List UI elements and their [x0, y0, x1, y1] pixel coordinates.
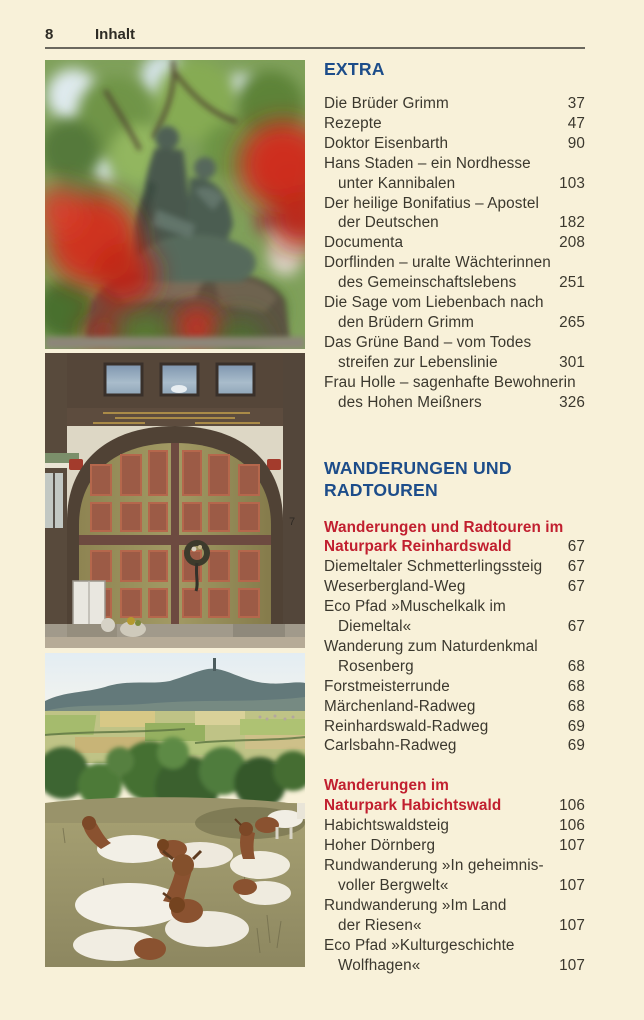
toc-entry-pagenumber: 67 — [567, 558, 585, 576]
toc-entry-title: Forstmeisterrunde — [324, 677, 450, 695]
toc-entry-title: Wanderungen und Radtouren im — [324, 518, 564, 536]
toc-entry-title: Doktor Eisenbarth — [324, 134, 449, 152]
toc-entry-line — [324, 597, 585, 617]
toc-entry-line — [324, 816, 585, 836]
toc-entry-line — [324, 273, 585, 293]
toc-entry-pagenumber: 37 — [567, 95, 585, 112]
toc-entry-title: des Hohen Meißners — [338, 393, 482, 411]
toc-entry-line — [324, 856, 585, 876]
toc-entry — [324, 597, 585, 637]
toc-entry — [324, 154, 585, 194]
toc-entry-title: Naturpark Habichtswald — [324, 797, 502, 815]
toc-entry-pagenumber: 103 — [559, 174, 585, 192]
toc-entry-title: Dorflinden – uralte Wächterinnen — [324, 254, 551, 272]
toc-entry-line — [324, 293, 585, 313]
grimm-monument-photo — [45, 60, 305, 349]
toc-entry-pagenumber: 265 — [559, 313, 585, 331]
toc-entry-line — [324, 717, 585, 737]
toc-entry-line — [324, 393, 585, 413]
toc-entry-pagenumber: 67 — [567, 578, 585, 596]
toc-entry — [324, 134, 585, 154]
toc-entry-title: Der heilige Bonifatius – Apostel — [324, 194, 539, 212]
toc-entry-pagenumber: 182 — [559, 214, 585, 232]
svg-text:7: 7 — [289, 516, 296, 528]
toc-entry-pagenumber: 107 — [559, 876, 585, 894]
toc-entry-pagenumber: 106 — [559, 817, 585, 835]
toc-entry — [324, 736, 585, 756]
toc-entry-title: unter Kannibalen — [338, 174, 456, 192]
page-title: Inhalt — [95, 26, 135, 43]
toc-entry-line — [324, 313, 585, 333]
toc-entry-line — [324, 194, 585, 214]
toc-entry-title: Das Grüne Band – vom Todes — [324, 333, 532, 351]
toc-entry-line — [324, 94, 585, 114]
toc-entry-pagenumber: 69 — [567, 737, 585, 755]
toc-entry-title: Hoher Dörnberg — [324, 837, 436, 855]
toc-entry-title: Diemeltaler Schmetterlingssteig — [324, 558, 543, 576]
toc-entry-title: Die Sage vom Liebenbach nach — [324, 294, 544, 312]
toc-subsection-entry — [324, 776, 585, 816]
page-number: 8 — [45, 26, 54, 43]
toc-entry-line — [324, 114, 585, 134]
toc-entry-line — [324, 253, 585, 273]
toc-entry — [324, 373, 585, 413]
toc-entry-pagenumber: 208 — [559, 234, 585, 252]
toc-entry — [324, 577, 585, 597]
toc-entry-title: Wolfhagen« — [338, 956, 421, 974]
toc-entry-title: Rosenberg — [338, 657, 414, 675]
toc-entry-line — [324, 518, 585, 538]
toc-entry-line — [324, 134, 585, 154]
toc-entry-pagenumber: 251 — [559, 274, 585, 292]
toc-entry-title: Rundwanderung »In geheimnis- — [324, 857, 544, 874]
toc-entry-line — [324, 936, 585, 956]
toc-entry-title: der Deutschen — [338, 214, 439, 232]
toc-entry-title: Hans Staden – ein Nordhesse — [324, 154, 531, 172]
toc-entry-title: Carlsbahn-Radweg — [324, 737, 457, 755]
toc-entry-line — [324, 657, 585, 677]
toc-entry-pagenumber: 47 — [567, 114, 585, 132]
toc-entry-line — [324, 736, 585, 756]
toc-entry-title: Naturpark Reinhardswald — [324, 538, 512, 556]
toc-entry-line — [324, 697, 585, 717]
toc-entry-pagenumber: 326 — [559, 393, 585, 411]
toc-entry-pagenumber: 301 — [559, 353, 585, 371]
toc-entry-title: Märchenland-Radweg — [324, 697, 476, 715]
toc-entry-pagenumber: 67 — [567, 538, 585, 556]
toc-entry — [324, 677, 585, 697]
toc-entry — [324, 836, 585, 856]
toc-entry — [324, 896, 585, 936]
timber-framed-gate-photo — [45, 353, 305, 648]
toc-entry-pagenumber: 68 — [567, 697, 585, 715]
toc-entry-line — [324, 836, 585, 856]
toc-entry — [324, 936, 585, 976]
toc-entry-pagenumber: 107 — [559, 916, 585, 934]
goats-landscape-photo — [45, 653, 305, 967]
toc-section-heading: WANDERUNGEN UND RADTOUREN — [324, 457, 512, 500]
toc-section-heading: EXTRA — [324, 59, 385, 79]
toc-entry-line — [324, 617, 585, 637]
toc-entry-title: Documenta — [324, 234, 404, 252]
toc-entry-line — [324, 213, 585, 233]
toc-entry-title: der Riesen« — [338, 916, 422, 934]
toc-entry-pagenumber: 68 — [567, 677, 585, 695]
toc-entry — [324, 194, 585, 234]
toc-entry — [324, 333, 585, 373]
toc-entry-pagenumber: 68 — [567, 657, 585, 675]
toc-entry-title: streifen zur Lebenslinie — [338, 353, 498, 371]
toc-entry-pagenumber: 67 — [567, 618, 585, 636]
toc-entry — [324, 637, 585, 677]
toc-entry-title: Eco Pfad »Kulturgeschichte — [324, 936, 515, 954]
toc-entry — [324, 816, 585, 836]
toc-entry-line — [324, 233, 585, 253]
toc-entry-line — [324, 896, 585, 916]
toc-entry-title: Wanderungen im — [324, 777, 449, 795]
toc-entry-line — [324, 154, 585, 174]
toc-entry-line — [324, 577, 585, 597]
toc-entry-line — [324, 174, 585, 194]
toc-entry — [324, 856, 585, 896]
toc-entry-line — [324, 637, 585, 657]
toc-entry-title: Rundwanderung »Im Land — [324, 896, 507, 914]
table-of-contents — [324, 58, 585, 975]
toc-entry — [324, 114, 585, 134]
toc-entry-title: den Brüdern Grimm — [338, 313, 475, 331]
toc-entry-title: Die Brüder Grimm — [324, 95, 449, 112]
toc-entry-line — [324, 333, 585, 353]
toc-entry — [324, 253, 585, 293]
toc-entry-title: Diemeltal« — [338, 618, 412, 636]
toc-section — [324, 58, 585, 413]
toc-entry-pagenumber: 90 — [567, 134, 585, 152]
toc-entry-line — [324, 776, 585, 796]
toc-entry-pagenumber: 107 — [559, 837, 585, 855]
header-rule — [45, 47, 585, 49]
toc-entry-title: des Gemeinschaftslebens — [338, 274, 517, 292]
toc-entry-title: Eco Pfad »Muschelkalk im — [324, 598, 506, 616]
toc-entry — [324, 233, 585, 253]
toc-entry-title: Reinhardswald-Radweg — [324, 717, 489, 735]
toc-entry-title: Frau Holle – sagenhafte Bewohnerin — [324, 373, 576, 391]
toc-entry-line — [324, 537, 585, 557]
toc-entry — [324, 293, 585, 333]
toc-entry-title: Weserbergland-Weg — [324, 578, 466, 596]
toc-entry-line — [324, 353, 585, 373]
toc-entry-pagenumber: 106 — [559, 797, 585, 815]
toc-entry — [324, 697, 585, 717]
toc-entry-line — [324, 373, 585, 393]
toc-entry — [324, 557, 585, 577]
toc-subsection-entry — [324, 518, 585, 558]
toc-entry-title: Rezepte — [324, 114, 382, 132]
toc-entry-pagenumber: 69 — [567, 717, 585, 735]
toc-entry-line — [324, 956, 585, 976]
toc-entry-pagenumber: 107 — [559, 956, 585, 974]
toc-entry-line — [324, 796, 585, 816]
toc-entry-title: voller Bergwelt« — [338, 876, 449, 894]
toc-entry — [324, 94, 585, 114]
toc-entry-title: Wanderung zum Naturdenkmal — [324, 637, 538, 655]
toc-entry-line — [324, 916, 585, 936]
toc-entry-line — [324, 876, 585, 896]
toc-entry-line — [324, 557, 585, 577]
toc-section — [324, 457, 585, 976]
toc-entry-line — [324, 677, 585, 697]
toc-entry — [324, 717, 585, 737]
toc-entry-title: Habichtswaldsteig — [324, 817, 449, 835]
